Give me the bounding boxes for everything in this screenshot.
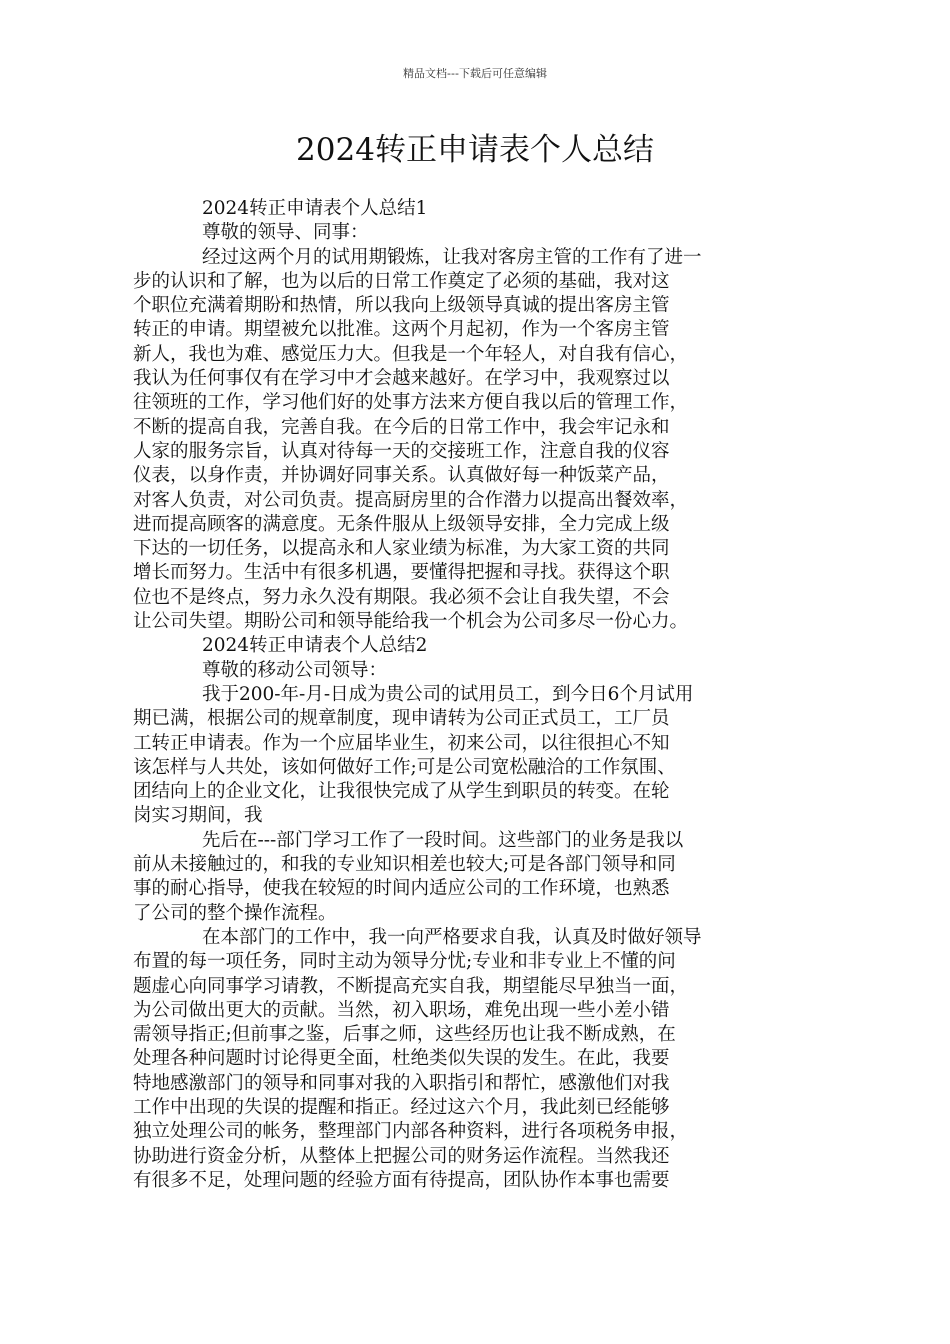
paragraph-line: 题虚心向同事学习请教，不断提高充实自我，期望能尽早独当一面， xyxy=(133,975,689,997)
paragraph-line: 有很多不足，处理问题的经验方面有待提高，团队协作本事也需要 xyxy=(133,1169,670,1191)
paragraph-line: 不断的提高自我，完善自我。在今后的日常工作中，我会牢记永和 xyxy=(133,416,670,438)
paragraph-line: 往领班的工作，学习他们好的处事方法来方便自我以后的管理工作， xyxy=(133,392,689,414)
paragraph-line: 位也不是终点，努力永久没有期限。我必须不会让自我失望，不会 xyxy=(133,586,670,608)
paragraph-line: 前从未接触过的，和我的专业知识相差也较大;可是各部门领导和同 xyxy=(133,854,676,876)
paragraph-line: 独立处理公司的帐务，整理部门内部各种资料，进行各项税务申报， xyxy=(133,1121,689,1143)
paragraph-line: 协助进行资金分析，从整体上把握公司的财务运作流程。当然我还 xyxy=(133,1145,670,1167)
paragraph-line: 让公司失望。期盼公司和领导能给我一个机会为公司多尽一份心力。 xyxy=(133,611,689,633)
paragraph-line: 工转正申请表。作为一个应届毕业生，初来公司，以往很担心不知 xyxy=(133,732,670,754)
paragraph-line: 转正的申请。期望被允以批准。这两个月起初，作为一个客房主管 xyxy=(133,319,670,341)
paragraph-line: 特地感激部门的领导和同事对我的入职指引和帮忙，感激他们对我 xyxy=(133,1072,670,1094)
paragraph-line: 增长而努力。生活中有很多机遇，要懂得把握和寻找。获得这个职 xyxy=(133,562,670,584)
paragraph-line: 仪表，以身作责，并协调好同事关系。认真做好每一种饭菜产品， xyxy=(133,465,670,487)
header-note: 精品文档---下载后可任意编辑 xyxy=(403,67,547,80)
section-heading: 2024转正申请表个人总结1 xyxy=(202,198,428,219)
paragraph-line: 我认为任何事仅有在学习中才会越来越好。在学习中，我观察过以 xyxy=(133,368,670,390)
paragraph-line: 布置的每一项任务，同时主动为领导分忧;专业和非专业上不懂的问 xyxy=(133,951,676,973)
paragraph-line: 人家的服务宗旨，认真对待每一天的交接班工作，注意自我的仪容 xyxy=(133,440,670,462)
section-heading: 2024转正申请表个人总结2 xyxy=(202,635,428,657)
paragraph-line: 新人，我也为难、感觉压力大。但我是一个年轻人，对自我有信心， xyxy=(133,343,689,365)
paragraph-line: 期已满，根据公司的规章制度，现申请转为公司正式员工，工厂员 xyxy=(133,708,670,730)
paragraph-line: 我于200-年-月-日成为贵公司的试用员工，到今日6个月试用 xyxy=(202,683,694,705)
paragraph-line: 先后在---部门学习工作了一段时间。这些部门的业务是我以 xyxy=(202,829,684,851)
document-title: 2024转正申请表个人总结 xyxy=(296,132,654,168)
paragraph-line: 步的认识和了解，也为以后的日常工作奠定了必须的基础，我对这 xyxy=(133,270,670,292)
paragraph-line: 团结向上的企业文化，让我很快完成了从学生到职员的转变。在轮 xyxy=(133,781,670,803)
paragraph-line: 了公司的整个操作流程。 xyxy=(133,902,337,924)
paragraph-line: 岗实习期间，我 xyxy=(133,805,263,827)
paragraph-line: 个职位充满着期盼和热情，所以我向上级领导真诚的提出客房主管 xyxy=(133,295,670,317)
paragraph-line: 经过这两个月的试用期锻炼，让我对客房主管的工作有了进一 xyxy=(202,246,702,268)
paragraph-line: 工作中出现的失误的提醒和指正。经过这六个月，我此刻已经能够 xyxy=(133,1096,670,1118)
salutation: 尊敬的领导、同事： xyxy=(202,222,369,244)
paragraph-line: 在本部门的工作中，我一向严格要求自我，认真及时做好领导 xyxy=(202,926,702,948)
document-body xyxy=(133,197,823,1193)
paragraph-line: 为公司做出更大的贡献。当然，初入职场，难免出现一些小差小错 xyxy=(133,999,670,1021)
paragraph-line: 对客人负责，对公司负责。提高厨房里的合作潜力以提高出餐效率， xyxy=(133,489,689,511)
paragraph-line: 需领导指正;但前事之鉴，后事之师，这些经历也让我不断成熟，在 xyxy=(133,1024,676,1046)
paragraph-line: 事的耐心指导，使我在较短的时间内适应公司的工作环境，也熟悉 xyxy=(133,878,670,900)
paragraph-line: 进而提高顾客的满意度。无条件服从上级领导安排，全力完成上级 xyxy=(133,513,670,535)
paragraph-line: 该怎样与人共处，该如何做好工作;可是公司宽松融洽的工作氛围、 xyxy=(133,756,676,778)
paragraph-line: 处理各种问题时讨论得更全面，杜绝类似失误的发生。在此，我要 xyxy=(133,1048,670,1070)
salutation: 尊敬的移动公司领导： xyxy=(202,659,388,681)
paragraph-line: 下达的一切任务，以提高永和人家业绩为标准，为大家工资的共同 xyxy=(133,538,670,560)
